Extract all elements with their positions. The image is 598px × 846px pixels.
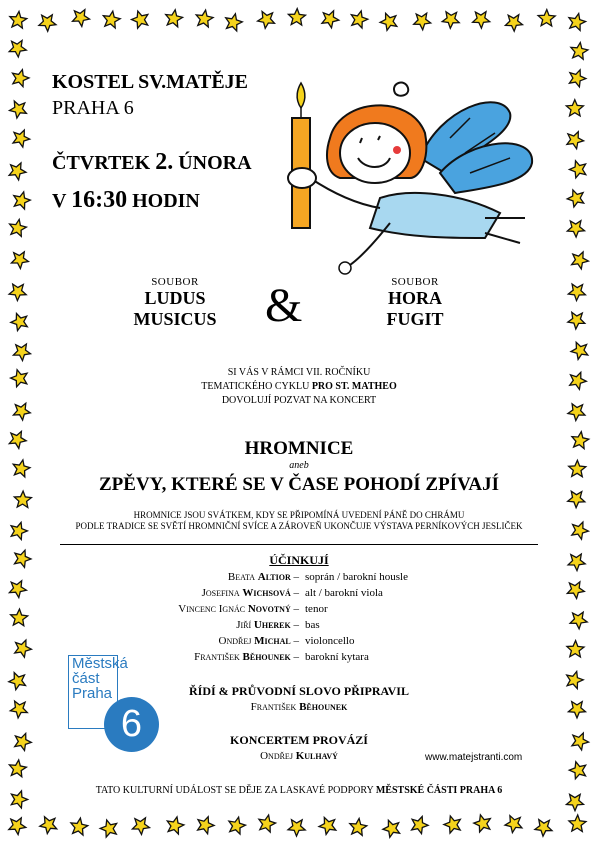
star-icon: [288, 9, 305, 26]
star-icon: [442, 12, 459, 29]
star-icon: [569, 161, 585, 178]
concert-last: Kulhavý: [295, 750, 338, 762]
performer-last-name: Wichsová: [242, 587, 291, 599]
star-icon: [167, 817, 184, 834]
star-icon: [567, 641, 584, 657]
program-note-1: HROMNICE JSOU SVÁTKEM, KDY SE PŘIPOMÍNÁ UVEDENÍ PÁNĚ DO CHRÁMU: [133, 510, 465, 520]
star-icon: [351, 11, 368, 28]
star-icon: [288, 820, 305, 836]
star-icon: [538, 10, 555, 26]
star-icon: [569, 70, 586, 87]
direction-heading: ŘÍDÍ & PRŮVODNÍ SLOVO PŘIPRAVIL: [189, 684, 409, 698]
direction-first: František: [250, 701, 297, 713]
concert-heading: KONCERTEM PROVÁZÍ: [230, 733, 368, 747]
star-icon: [9, 818, 26, 835]
logo-line-1: Městská: [72, 655, 128, 672]
star-icon: [73, 10, 90, 27]
star-icon: [10, 219, 27, 236]
concert-first: Ondřej: [260, 750, 293, 762]
performer-last-name: Novotný: [247, 603, 291, 615]
star-icon: [71, 818, 88, 835]
star-icon: [319, 817, 336, 834]
star-icon: [350, 819, 367, 836]
performer-first-name: Vincenc Ignác: [178, 603, 248, 615]
star-icon: [196, 10, 213, 27]
ensemble-right: [350, 276, 480, 330]
star-icon: [505, 15, 522, 32]
ensemble-left-name-2: MUSICUS: [133, 309, 217, 329]
date-month: ÚNORA: [178, 152, 252, 174]
star-icon: [13, 70, 30, 87]
performer-last-name: Běhounek: [242, 651, 291, 663]
star-icon: [100, 820, 116, 837]
star-icon: [569, 14, 586, 31]
performer-last-name: Altior: [257, 571, 291, 583]
star-icon: [11, 252, 28, 269]
star-icon: [132, 818, 149, 835]
performer-name: Jiří Uherek –: [236, 619, 299, 631]
performer-name: Ondřej Michal –: [218, 635, 299, 647]
time-value: 16:30: [71, 187, 128, 213]
star-icon: [258, 12, 275, 29]
performer-role: alt / barokní viola: [305, 587, 383, 599]
performer-last-name: Uherek: [253, 619, 291, 631]
performers-heading: ÚČINKUJÍ: [269, 553, 329, 567]
performer-role: soprán / barokní housle: [305, 571, 408, 583]
star-icon: [9, 163, 26, 180]
ensemble-right-name-1: HORA: [388, 288, 442, 308]
program-note-2: PODLE TRADICE SE SVĚTÍ HROMNIČNÍ SVÍCE A ZÁROVEŇ UKONČUJE VÝSTAVA PERNÍKOVÝCH JESLIČEK: [75, 521, 523, 531]
star-icon: [567, 582, 584, 599]
star-icon: [39, 15, 56, 32]
website-link[interactable]: www.matejstranti.com: [425, 752, 523, 763]
star-icon: [229, 817, 246, 834]
star-icon: [9, 581, 26, 598]
star-icon: [259, 815, 276, 832]
star-icon: [569, 762, 585, 779]
star-icon: [10, 101, 27, 118]
footer-text: [0, 785, 598, 796]
program-subtitle: ZPĚVY, KTERÉ SE V ČASE POHODÍ ZPÍVAJÍ: [99, 474, 499, 495]
performer-name: František Běhounek –: [194, 651, 299, 663]
invite-line-3: DOVOLUJÍ POZVAT NA KONCERT: [221, 395, 377, 406]
star-icon: [9, 760, 26, 777]
logo-line-3: Praha: [72, 685, 113, 702]
star-icon: [568, 284, 585, 301]
star-icon: [380, 13, 397, 30]
star-icon: [571, 342, 588, 359]
performer-first-name: Ondřej: [218, 635, 255, 647]
performer-name: Josefina Wichsová –: [201, 587, 299, 599]
ensemble-left-label: SOUBOR: [151, 276, 199, 288]
invite-text: [0, 366, 598, 408]
direction-last: Běhounek: [299, 701, 348, 713]
date-number: 2.: [155, 149, 174, 175]
date-prefix: ČTVRTEK: [52, 152, 151, 174]
star-icon: [568, 312, 585, 329]
direction-name: [0, 701, 598, 713]
ensemble-right-name-2: FUGIT: [386, 309, 444, 329]
invite-line-2: [0, 380, 598, 394]
star-icon: [570, 612, 587, 629]
star-icon: [535, 820, 552, 837]
star-icon: [132, 11, 148, 28]
star-icon: [505, 816, 522, 833]
invite-series-name: PRO ST. MATHEO: [311, 381, 397, 392]
program-title: HROMNICE: [244, 438, 354, 459]
district-logo-number: 6: [120, 703, 143, 745]
time-suffix: HODIN: [132, 190, 200, 212]
divider-rule: [60, 544, 538, 545]
venue-name: KOSTEL SV.MATĚJE: [52, 71, 248, 93]
invite-line-2-prefix: TEMATICKÉHO CYKLU: [201, 381, 310, 392]
star-icon: [473, 12, 490, 29]
performer-role: tenor: [305, 603, 328, 615]
ampersand: &: [265, 279, 303, 332]
star-icon: [566, 794, 583, 810]
footer-plain: TATO KULTURNÍ UDÁLOST SE DĚJE ZA LASKAVÉ PODPORY: [95, 785, 374, 796]
star-icon: [15, 640, 32, 657]
star-icon: [103, 11, 120, 28]
performer-role: barokní kytara: [305, 651, 369, 663]
performer-name: Vincenc Ignác Novotný –: [178, 603, 299, 615]
performer-first-name: Jiří: [236, 619, 254, 631]
star-icon: [322, 11, 339, 28]
star-icon: [9, 284, 26, 301]
star-icon: [226, 14, 243, 31]
star-icon: [383, 820, 400, 837]
star-icon: [412, 817, 429, 834]
star-icon: [10, 11, 27, 28]
star-icon: [14, 192, 31, 209]
star-icon: [9, 40, 26, 57]
star-icon: [40, 817, 57, 834]
star-icon: [13, 130, 30, 147]
star-icon: [166, 10, 183, 27]
program-note: [0, 510, 598, 532]
star-icon: [571, 43, 588, 60]
time-prefix: V: [52, 190, 67, 212]
star-icon: [11, 314, 28, 331]
star-icon: [444, 816, 460, 833]
performer-first-name: Beata: [227, 571, 258, 583]
event-date: [52, 150, 252, 175]
footer-bold: MĚSTSKÉ ČÁSTI PRAHA 6: [375, 785, 503, 796]
star-icon: [474, 815, 491, 832]
performer-role: violoncello: [305, 635, 355, 647]
performer-first-name: Josefina: [201, 587, 243, 599]
performer-last-name: Michal: [254, 635, 291, 647]
logo-line-2: část: [72, 670, 100, 687]
performer-role: bas: [305, 619, 320, 631]
performer-first-name: František: [194, 651, 243, 663]
star-icon: [414, 13, 431, 30]
star-icon: [572, 252, 589, 269]
angel-illustration: [270, 78, 570, 278]
star-icon: [13, 344, 30, 361]
event-time: [52, 188, 200, 213]
program-aneb: aneb: [289, 460, 309, 471]
invite-line-1: SI VÁS V RÁMCI VII. ROČNÍKU: [227, 367, 371, 378]
star-icon: [198, 817, 215, 834]
ensemble-left-name-1: LUDUS: [144, 288, 206, 308]
star-icon: [11, 609, 28, 626]
star-icon: [569, 815, 586, 832]
ensemble-left: [110, 276, 240, 330]
ensemble-right-label: SOUBOR: [391, 276, 439, 288]
performer-name: Beata Altior –: [227, 571, 299, 583]
venue-district: PRAHA 6: [52, 97, 134, 119]
